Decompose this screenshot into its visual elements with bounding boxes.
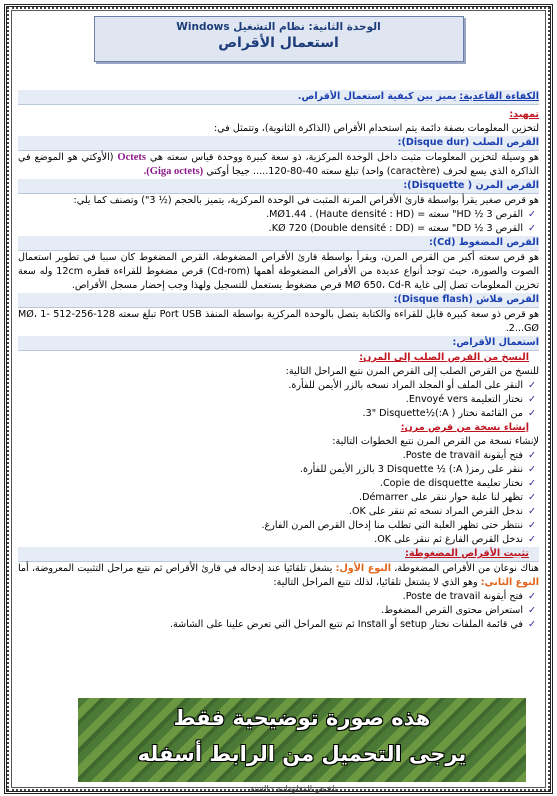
list-item: ✓ فتح أيقونة Poste de travail. (18, 590, 523, 604)
floppy-title: القرص المرن ( Disquette): (18, 179, 539, 194)
install-text-1: هناك نوعان من الأقراص المضغوطة، (391, 563, 539, 574)
copy1-title: النسخ من القرص الصلب إلى المرن: (359, 352, 529, 363)
list-item: ✓ فتح أيقونة Poste de travail. (18, 449, 523, 463)
competency-text: يميز بين كيفية استعمال الأقراص. (297, 91, 457, 102)
watermark-line-2: يرجى التحميل من الرابط أسفله (137, 742, 467, 766)
install-list (18, 590, 539, 632)
list-item: ✓ ننقر على رمز( A:) ½ 3 Disquette بالزر الأيمن للفأرة. (18, 463, 523, 477)
copy2-title: إنشاء نسخة من قرص مرن: (400, 422, 529, 433)
unit-title: الوحدة الثانية: نظام التشغيل Windows (176, 21, 381, 33)
copy2-intro: لإنشاء نسخة من القرص المرن نتبع الخطوات التالية: (332, 436, 539, 447)
lesson-body (18, 90, 539, 632)
list-item: ✓ القرص DD ½ 3" سعته = KØ 720 (Double densité : DD). (18, 222, 523, 236)
hdd-text-1: هو وسيلة لتخزين المعلومات مثبت داخل الوحدة المركزية، ذو سعة كبيرة ووحدة قياس سعته هي (145, 152, 539, 163)
install-text-3: وهو الذي لا يشتغل تلقائيا، لذلك نتبع المراحل التالية: (273, 577, 481, 588)
install-title: تثبيت الأقراص المضغوطة: (18, 547, 539, 562)
install-type-2: النوع الثاني: (480, 577, 539, 588)
page-footer: تلخيص المعلوماتية - السنة (250, 784, 337, 793)
watermark-banner (78, 698, 526, 782)
intro-text: لتخزين المعلومات بصفة دائمة يتم استخدام الأقراص (الذاكرة الثانوية)، وتتمثل في: (213, 123, 539, 134)
install-type-1: النوع الأول: (335, 563, 392, 574)
cd-text: هو قرص سعته أكبر من القرص المرن، ويقرأ بواسطة قارئ الأقراص المضغوطة، القرص المضغوط كان سببا في تطوير استعمال الصوت والصورة، حيث توجد أنواع عديدة من الأقراص المضغوطة أهمها (Cd-rom) قرص مضغوط للقراءة قطره 12cm وله سعة تخزين المعلومات تصل إلى غاية MØ 650، Cd-R قرص مضغوط يستعمل للتسجيل ولهذا وجب إحضار مسجل الأقراص. (18, 252, 539, 291)
hdd-text (18, 151, 539, 179)
copy2-list (18, 449, 539, 547)
list-item: ✓ استعراض محتوى القرص المضغوط. (18, 604, 523, 618)
lesson-header (94, 16, 464, 62)
floppy-list (18, 208, 539, 236)
cd-title: القرص المضغوط (Cd): (18, 236, 539, 251)
list-item: ✓ ننتظر حتى تظهر العلبة التي تطلب منا إدخال القرص المرن الفارغ. (18, 519, 523, 533)
flash-title: القرص فلاش (Disque flash): (18, 293, 539, 308)
watermark-line-1: هذه صورة توضيحية فقط (173, 706, 431, 730)
list-item: ✓ نختار تعليمة Copie de disquette. (18, 477, 523, 491)
hdd-text-2: (الأوكتي هو الموضع في الذاكرة الذي يسع لحرف (caractère) واحد) تبلغ سعته 40-80-120..... جيجا أوكتي (18, 152, 539, 177)
list-item: ✓ النقر على الملف أو المجلد المراد نسخه بالزر الأيمن للفأرة. (18, 379, 523, 393)
list-item: ✓ في قائمة الملفات نختار setup أو Install ثم نتبع المراحل التي تعرض علينا على الشاشة. (18, 618, 523, 632)
hdd-title: القرص الصلب (Disque dur): (18, 136, 539, 151)
install-text (18, 562, 539, 590)
list-item: ✓ من القائمة نختار ( A:)½3" Disquette. (18, 407, 523, 421)
intro-title: تمهيد: (509, 109, 539, 120)
document-page (18, 16, 539, 786)
lesson-title: استعمال الأقراص (218, 35, 339, 51)
competency-label: الكفاءة القاعدية: (459, 91, 539, 102)
install-text-2: يشغل تلقائيا عند إدخاله في قارئ الأقراص ثم نتبع مراحل التثبيت المعروضة، أما (18, 563, 336, 574)
list-item: ✓ تظهر لنا علبة حوار ننقر على Démarrer. (18, 491, 523, 505)
hdd-octets: Octets (117, 152, 146, 163)
copy1-intro: للنسخ من القرص الصلب إلى القرص المرن نتبع المراحل التالية: (285, 366, 539, 377)
competency-line (18, 90, 539, 105)
usage-title: استعمال الأقراص: (18, 336, 539, 351)
list-item: ✓ ندخل القرص المراد نسخه ثم ننقر على OK. (18, 505, 523, 519)
list-item: ✓ نختار التعليمة Envoyé vers. (18, 393, 523, 407)
flash-text: هو قرص ذو سعة كبيرة قابل للقراءة والكتابة يتصل بالوحدة المركزية بواسطة المنفذ Port USB تبلغ سعته 128-256-512 MØ، 1-2...GØ. (18, 309, 539, 334)
list-item: ✓ ندخل القرص الفارغ ثم ننقر على OK. (18, 533, 523, 547)
hdd-giga-octets: (Giga octets). (143, 166, 204, 177)
copy1-list (18, 379, 539, 421)
floppy-text: هو قرص صغير يقرأ بواسطة قارئ الأقراص المرنة المثبت في الوحدة المركزية، يتميز بالحجم (½ 3") وتصنف كما يلي: (73, 195, 539, 206)
list-item: ✓ القرص HD ½ 3" سعته = MØ1.44 . (Haute densité : HD). (18, 208, 523, 222)
